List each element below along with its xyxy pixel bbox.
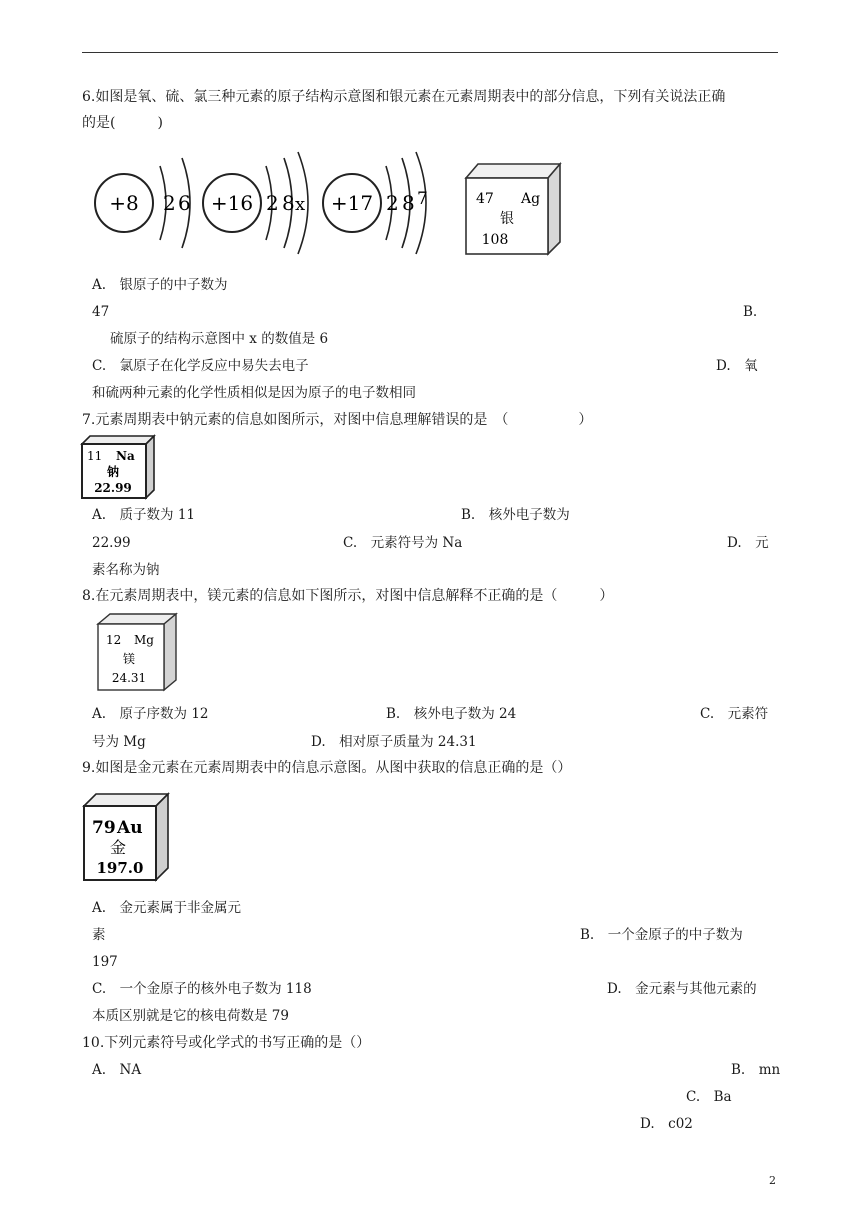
q7-option-d: D. 元 [727, 535, 769, 551]
sulfur-atom-diagram [203, 152, 308, 254]
gold-atomic-mass: 197.0 [96, 859, 144, 877]
q7-option-b-cont: 22.99 [92, 535, 131, 551]
silver-atomic-number: 47 [476, 191, 494, 207]
silver-name: 银 [500, 211, 514, 227]
sodium-atomic-mass: 22.99 [94, 481, 132, 495]
q6-stem-line2: 的是( ) [82, 115, 163, 131]
q8-option-b: B. 核外电子数为 24 [386, 706, 517, 722]
q6-option-d: D. 氧 [716, 358, 758, 374]
q9-option-d-cont: 本质区别就是它的核电荷数是 79 [92, 1008, 289, 1024]
q6-option-d-cont: 和硫两种元素的化学性质相似是因为原子的电子数相同 [92, 385, 416, 401]
q10-option-a: A. NA [92, 1062, 142, 1078]
magnesium-atomic-mass: 24.31 [111, 671, 147, 685]
chlorine-atom-diagram [323, 152, 428, 254]
q9-option-b-cont: 197 [92, 954, 118, 970]
silver-symbol: Ag [521, 191, 541, 207]
q6-option-b-cont: 硫原子的结构示意图中 x 的数值是 6 [110, 331, 329, 347]
q6-option-a: A. 银原子的中子数为 [92, 277, 228, 293]
sulfur-shell-3: x [295, 194, 306, 215]
q8-option-c-cont: 号为 Mg [92, 734, 146, 750]
q8-option-c: C. 元素符 [700, 706, 769, 722]
sodium-symbol: Na [116, 449, 135, 463]
sodium-atomic-number: 11 [87, 449, 103, 463]
q7-option-b: B. 核外电子数为 [461, 507, 570, 523]
q9-option-b: B. 一个金原子的中子数为 [580, 927, 743, 943]
q8-option-a: A. 原子序数为 12 [92, 706, 209, 722]
magnesium-atomic-number: 12 [106, 633, 122, 647]
q6-option-b: B. [743, 304, 758, 320]
page-number: 2 [769, 1174, 776, 1187]
gold-atomic-number: 79 [92, 818, 116, 838]
q6-option-a-cont: 47 [92, 304, 110, 320]
oxygen-nucleus-label: +8 [109, 191, 139, 215]
header-rule [82, 52, 778, 53]
q6-option-c: C. 氯原子在化学反应中易失去电子 [92, 358, 309, 374]
q7-option-a: A. 质子数为 11 [92, 507, 196, 523]
magnesium-element-cell [96, 612, 178, 692]
q7-stem: 7.元素周期表中钠元素的信息如图所示，对图中信息理解错误的是 （ ） [82, 412, 593, 428]
silver-atomic-mass: 108 [481, 232, 509, 248]
q9-option-c: C. 一个金原子的核外电子数为 118 [92, 981, 312, 997]
q6-stem-line1: 6.如图是氧、硫、氯三种元素的原子结构示意图和银元素在元素周期表中的部分信息，下列有关说法正确 [82, 89, 726, 105]
q7-option-d-cont: 素名称为钠 [92, 562, 160, 578]
chlorine-shell-1: 2 [386, 191, 399, 215]
q8-stem: 8.在元素周期表中，镁元素的信息如下图所示，对图中信息解释不正确的是（ ） [82, 588, 614, 604]
q10-option-d: D. c02 [640, 1116, 693, 1132]
gold-symbol: Au [117, 818, 143, 838]
gold-element-cell [82, 792, 170, 882]
q10-option-b: B. mn [731, 1062, 781, 1078]
oxygen-shell-1: 2 [163, 191, 176, 215]
sodium-name: 钠 [106, 465, 120, 479]
q10-stem: 10.下列元素符号或化学式的书写正确的是（） [82, 1035, 371, 1051]
q9-option-d: D. 金元素与其他元素的 [607, 981, 757, 997]
magnesium-symbol: Mg [134, 633, 154, 647]
sodium-element-cell [80, 434, 156, 500]
q6-atom-diagrams [84, 146, 564, 258]
q7-option-c: C. 元素符号为 Na [343, 535, 463, 551]
chlorine-shell-2: 8 [402, 191, 415, 215]
q9-stem: 9.如图是金元素在元素周期表中的信息示意图。从图中获取的信息正确的是（） [82, 760, 572, 776]
chlorine-nucleus-label: +17 [330, 191, 374, 215]
q9-option-a-cont: 素 [92, 927, 106, 943]
oxygen-atom-diagram [95, 158, 191, 248]
q9-option-a: A. 金元素属于非金属元 [92, 900, 242, 916]
oxygen-shell-2: 6 [178, 191, 191, 215]
chlorine-shell-3: 7 [417, 189, 428, 209]
sulfur-shell-1: 2 [266, 191, 279, 215]
q10-option-c: C. Ba [686, 1089, 732, 1105]
magnesium-name: 镁 [122, 652, 136, 666]
sulfur-shell-2: 8 [282, 191, 295, 215]
gold-name: 金 [109, 838, 127, 857]
q8-option-d: D. 相对原子质量为 24.31 [311, 734, 477, 750]
sulfur-nucleus-label: +16 [210, 191, 254, 215]
silver-element-cell [466, 164, 560, 254]
